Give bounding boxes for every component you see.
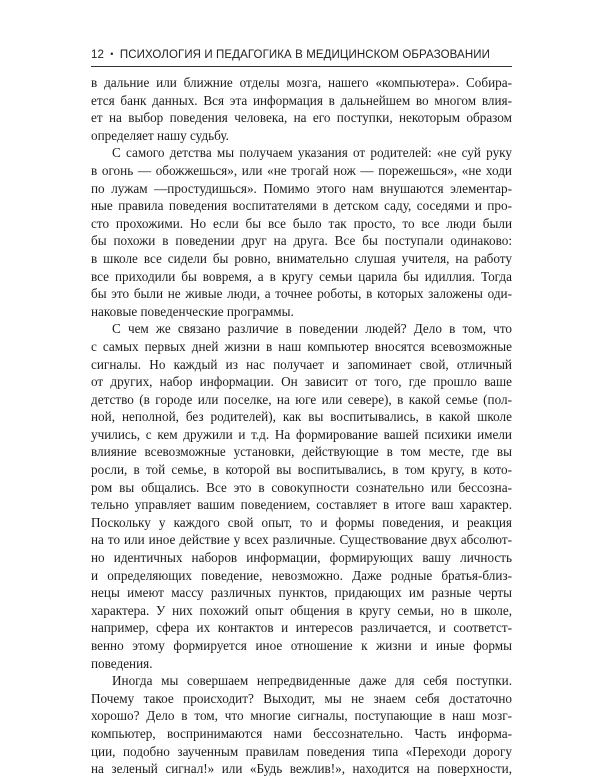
text-line: в огонь — обожжешься», или «не трогай нож — порежешься», «не ходи xyxy=(91,162,512,178)
running-head xyxy=(91,49,511,61)
text-line: нецы имеют массу различных пунктов, придающих им разные черты xyxy=(91,585,512,601)
text-line: на зеленый сигнал!» или «Будь вежлив!», находится на поверхности, xyxy=(91,761,512,777)
text-line: Поскольку у каждого свой опыт, то и формы поведения, и реакция xyxy=(91,514,512,530)
text-line: венно этому формируется иное отношение к жизни и иные формы xyxy=(91,638,512,653)
text-line: ные правила поведения воспитателями в детском саду, соседями и про- xyxy=(91,198,512,214)
text-line: тельно управляет вашим поведением, составляет в итоге ваш характер. xyxy=(91,497,512,513)
text-line: С чем же связано различие в поведении людей? Дело в том, что xyxy=(112,321,512,337)
text-line: сто прохожими. Но если бы все было так просто, то все люди были xyxy=(91,215,512,231)
text-line: ется банк данных. Вся эта информация в дальнейшем во многом влия- xyxy=(91,92,512,108)
text-line: бы это были не живые люди, а точнее роботы, в которых заложены оди- xyxy=(91,286,512,302)
text-line: характера. У них похожий опыт общения в кругу семьи, но в школе, xyxy=(91,602,512,618)
text-line: по лужам —простудишься». Помимо этого нам внушаются элементар- xyxy=(91,180,512,196)
header-rule xyxy=(91,66,512,67)
text-line: бы похожи в поведении друг на друга. Все бы поступали одинаково: xyxy=(91,233,512,249)
text-line: влияние всевозможные установки, действующие в том месте, где вы xyxy=(91,444,512,460)
text-line: сигналы. Но каждый из нас получает и запоминает свой, отличный xyxy=(91,356,512,372)
text-line: определяет нашу судьбу. xyxy=(91,127,229,143)
text-line: Почему такое происходит? Выходит, мы не знаем себя достаточно xyxy=(91,690,512,706)
text-line: росли, в той семье, в которой вы воспитывались, в том кругу, в кото- xyxy=(91,462,512,478)
text-line: но идентичных наборов информации, формирующих вашу личность xyxy=(91,550,512,566)
text-line: и определяющих поведение, невозможно. Даже родные братья-близ- xyxy=(91,567,512,583)
text-line: компьютер, воспринимаются нами бессознательно. Часть информа- xyxy=(91,725,512,741)
text-line: С самого детства мы получаем указания от родителей: «не суй руку xyxy=(112,145,512,161)
text-line: ет на выбор поведения человека, на его поступки, некоторым образом xyxy=(91,110,512,126)
text-line: учились, с кем дружили и т.д. На формирование вашей психики имели xyxy=(91,426,512,442)
page-number: 12 xyxy=(91,49,104,61)
text-line: в дальние или ближние отделы мозга, нашего «компьютера». Собира- xyxy=(91,75,512,90)
text-line: например, сфера их контактов и интересов различается, и соответст- xyxy=(91,620,512,636)
text-line: на то или иное действие у всех различные. Существование двух абсолют- xyxy=(91,532,512,548)
text-line: детство (в городе или поселке, на юге или севере), в какой семье (пол- xyxy=(91,391,512,407)
text-line: Иногда мы совершаем непредвиденные даже для себя поступки. xyxy=(112,673,512,689)
text-line: хорошо? Дело в том, что многие сигналы, поступающие в наш мозг- xyxy=(91,708,512,724)
text-line: ром вы общались. Все это в совокупности сознательно или бессозна- xyxy=(91,479,512,495)
text-line: в школе все сидели бы ровно, внимательно слушая учителя, на работу xyxy=(91,250,512,266)
bullet-icon: • xyxy=(110,49,114,59)
running-title: ПСИХОЛОГИЯ И ПЕДАГОГИКА В МЕДИЦИНСКОМ ОБРАЗОВАНИИ xyxy=(119,49,490,61)
text-line: ции, подобно заученным правилам поведения типа «Переходи дорогу xyxy=(91,743,512,759)
text-line: с самых первых дней жизни в наш компьютер вносятся всевозможные xyxy=(91,338,512,354)
text-line: от других, набор информации. Он зависит от того, где прошло ваше xyxy=(91,374,512,390)
text-line: наковые поведенческие программы. xyxy=(91,303,294,319)
text-line: ной, неполной, без родителей), как вы воспитывались, в какой школе xyxy=(91,409,512,425)
body-text xyxy=(91,74,512,778)
text-line: все приходили бы вовремя, а в кругу семьи царила бы идиллия. Тогда xyxy=(91,268,512,284)
text-line: поведения. xyxy=(91,655,153,671)
